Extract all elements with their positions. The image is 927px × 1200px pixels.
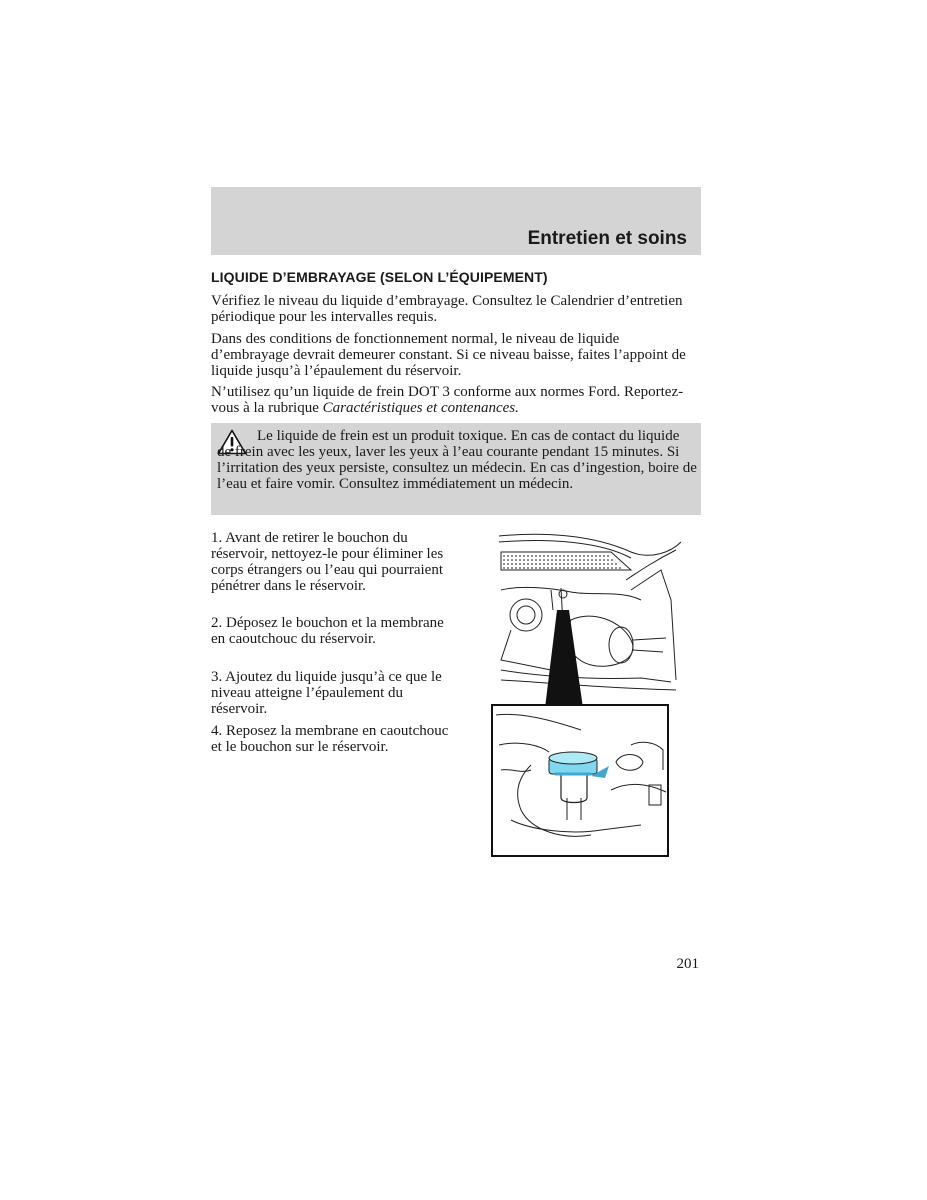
fluid-spec-text: N’utilisez qu’un liquide de frein DOT 3 conforme aux normes Ford. Reportez-vous à la rubrique	[211, 384, 684, 416]
step-1: 1. Avant de retirer le bouchon du réservoir, nettoyez-le pour éliminer les corps étrangers ou l’eau qui pourraient pénétrer dans le réservoir.	[211, 530, 444, 594]
section-heading: LIQUIDE D’EMBRAYAGE (SELON L’ÉQUIPEMENT)	[211, 269, 548, 285]
step-2: 2. Déposez le bouchon et la membrane en caoutchouc du réservoir.	[211, 615, 444, 647]
engine-compartment-drawing	[499, 534, 681, 690]
page-number: 201	[676, 956, 699, 972]
warning-text	[217, 428, 697, 492]
reservoir-body	[561, 772, 587, 803]
warning-box	[211, 423, 701, 515]
header-band	[211, 187, 701, 255]
paragraph-normal-conditions: Dans des conditions de fonctionnement normal, le niveau de liquide d’embrayage devrait demeurer constant. Si ce niveau baisse, faites l’appoint de liquide jusqu’à l’épaulement du réservoir.	[211, 331, 686, 379]
step-4: 4. Reposez la membrane en caoutchouc et le bouchon sur le réservoir.	[211, 723, 449, 755]
reservoir-illustration	[491, 530, 681, 860]
pointer-wedge	[545, 610, 583, 708]
paragraph-check-level: Vérifiez le niveau du liquide d’embrayage. Consultez le Calendrier d’entretien périodique pour les intervalles requis.	[211, 293, 683, 325]
paragraph-fluid-spec	[211, 384, 701, 416]
chapter-title: Entretien et soins	[527, 228, 687, 249]
warning-message: Le liquide de frein est un produit toxique. En cas de contact du liquide de frein avec les yeux, laver les yeux à l’eau courante pendant 15 minutes. Si l’irritation des yeux persiste, consultez un médecin. En cas d’ingestion, boire de l’eau et faire vomir. Consultez immédiatement un médecin.	[217, 428, 697, 492]
specs-reference-link: Caractéristiques et contenances.	[322, 400, 519, 416]
step-3: 3. Ajoutez du liquide jusqu’à ce que le niveau atteigne l’épaulement du réservoir.	[211, 669, 442, 717]
